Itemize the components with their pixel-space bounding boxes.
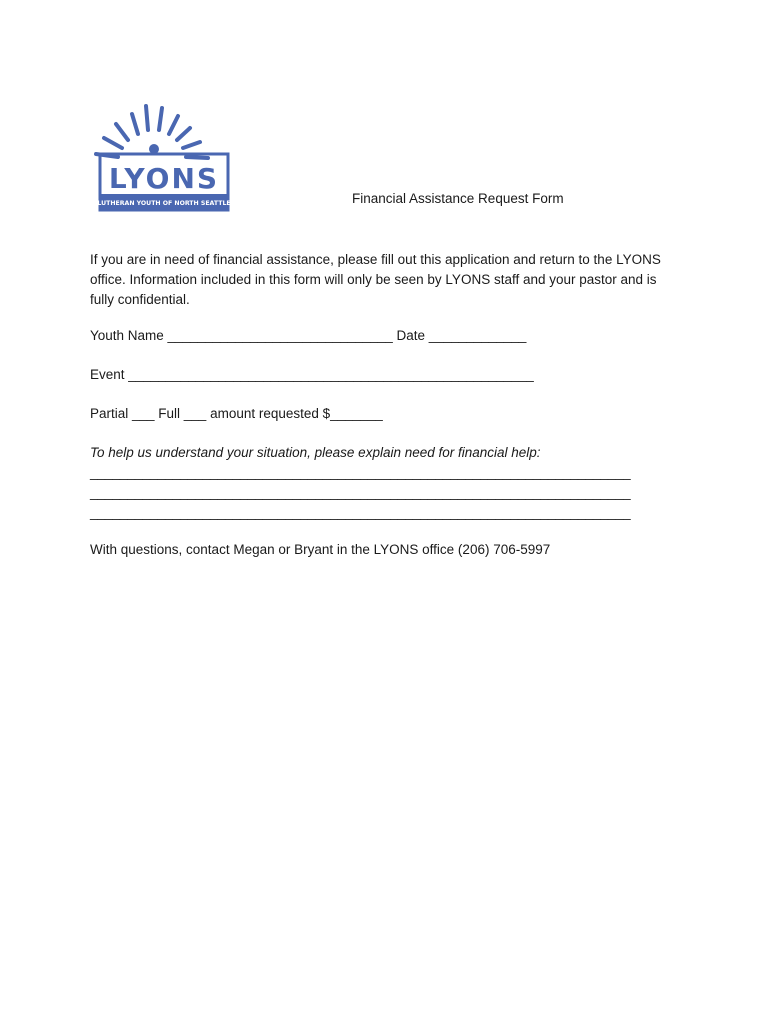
explain-blank-line[interactable]: ________________________________________________________________________ — [90, 505, 631, 520]
explain-blank-line[interactable]: ________________________________________________________________________ — [90, 465, 631, 480]
form-title: Financial Assistance Request Form — [352, 191, 564, 206]
intro-line: If you are in need of financial assistance, please fill out this application and return to the LYONS — [90, 252, 661, 267]
explain-blank-line[interactable]: ________________________________________________________________________ — [90, 485, 631, 500]
event-field[interactable]: Event ______________________________________________________ — [90, 367, 534, 382]
lyons-logo — [88, 102, 234, 214]
logo-tagline: LUTHERAN YOUTH OF NORTH SEATTLE — [97, 200, 231, 207]
intro-line: fully confidential. — [90, 292, 190, 307]
logo-wordmark: LYONS — [108, 162, 220, 195]
youth-name-date-field[interactable]: Youth Name ______________________________ Date _____________ — [90, 328, 527, 343]
explain-prompt: To help us understand your situation, please explain need for financial help: — [90, 445, 541, 460]
intro-line: office. Information included in this form will only be seen by LYONS staff and your pastor and is — [90, 272, 657, 287]
intro-paragraph — [90, 250, 690, 310]
partial-full-amount-field[interactable]: Partial ___ Full ___ amount requested $_______ — [90, 406, 383, 421]
contact-line: With questions, contact Megan or Bryant in the LYONS office (206) 706-5997 — [90, 542, 551, 557]
